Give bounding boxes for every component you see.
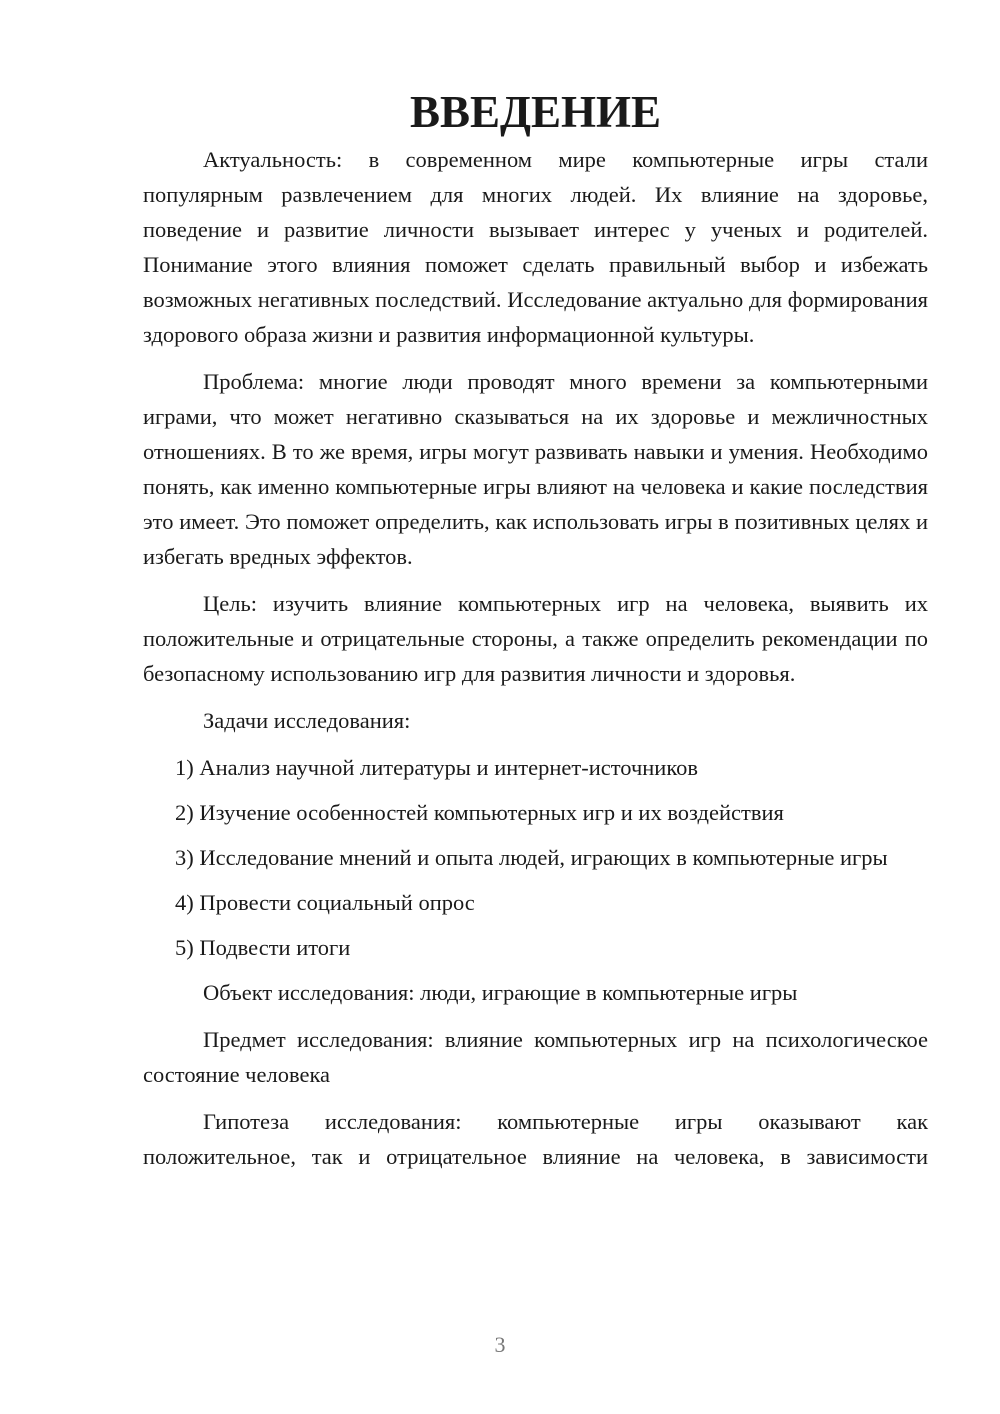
page-title: ВВЕДЕНИЕ xyxy=(409,87,662,137)
paragraph-subject: Предмет исследования: влияние компьютерных игр на психологическое состояние человека xyxy=(143,1027,928,1087)
paragraph-object: Объект исследования: люди, играющие в компьютерные игры xyxy=(203,980,798,1005)
page-number: 3 xyxy=(494,1332,506,1357)
list-item: 5) Подвести итоги xyxy=(175,935,351,960)
list-item: 3) Исследование мнений и опыта людей, играющих в компьютерные игры xyxy=(175,845,888,870)
tasks-heading: Задачи исследования: xyxy=(203,708,411,733)
paragraph-goal: Цель: изучить влияние компьютерных игр на человека, выявить их положительные и отрицательные стороны, а также определить рекомендации по безопасному использованию игр для развития личности и здоровья. xyxy=(143,591,928,686)
paragraph-relevance: Актуальность: в современном мире компьютерные игры стали популярным развлечением для многих людей. Их влияние на здоровье, поведение и развитие личности вызывает интерес у ученых и родителей. Понимание этого влияния поможет сделать правильный выбор и избежать возможных негативных последствий. Исследование актуально для формирования здорового образа жизни и развития информационной культуры. xyxy=(143,147,928,347)
list-item: 2) Изучение особенностей компьютерных игр и их воздействия xyxy=(175,800,784,825)
list-item: 1) Анализ научной литературы и интернет-источников xyxy=(175,755,699,780)
list-item: 4) Провести социальный опрос xyxy=(175,890,475,915)
paragraph-problem: Проблема: многие люди проводят много времени за компьютерными играми, что может негативно сказываться на их здоровье и межличностных отношениях. В то же время, игры могут развивать навыки и умения. Необходимо понять, как именно компьютерные игры влияют на человека и какие последствия это имеет. Это поможет определить, как использовать игры в позитивных целях и избегать вредных эффектов. xyxy=(143,369,928,569)
paragraph-hypothesis: Гипотеза исследования: компьютерные игры оказывают как положительное, так и отрицательное влияние на человека, в зависимости xyxy=(143,1109,928,1169)
document-page xyxy=(143,87,928,1186)
tasks-list xyxy=(143,750,928,965)
